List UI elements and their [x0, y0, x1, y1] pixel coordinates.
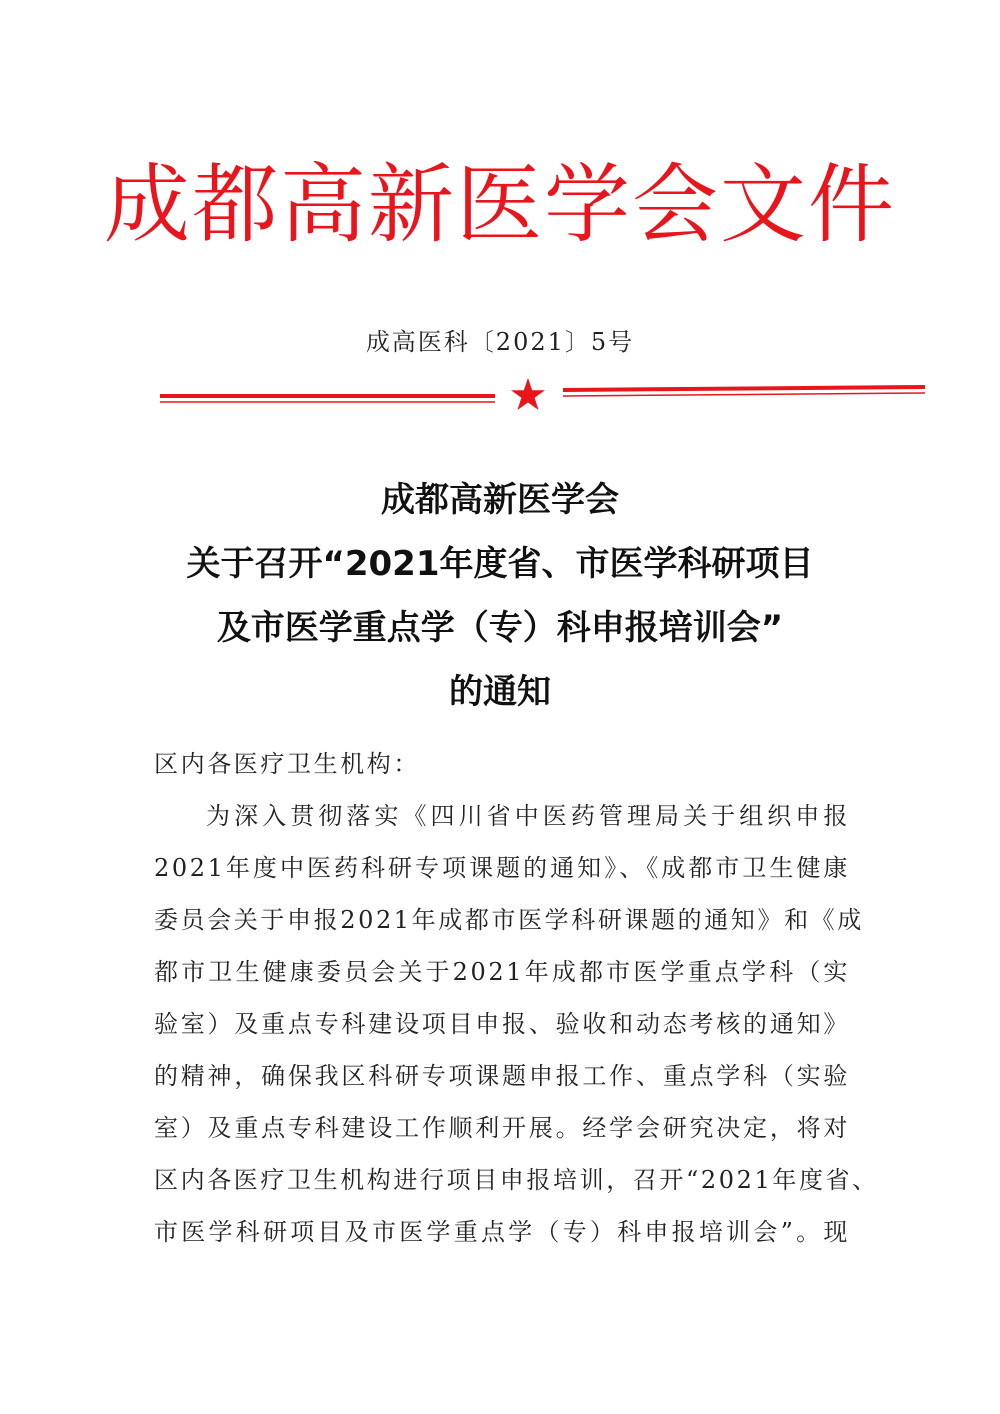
- right-thin-rule: [563, 393, 925, 396]
- notice-body: [154, 738, 879, 1258]
- body-line: 验室）及重点专科建设项目申报、验收和动态考核的通知》: [154, 1010, 850, 1038]
- title-line-1: 成都高新医学会: [381, 480, 619, 520]
- body-line: 为深入贯彻落实《四川省中医药管理局关于组织申报: [206, 802, 850, 830]
- masthead-title: 成都高新医学会文件: [104, 155, 896, 255]
- title-line-3: 及市医学重点学（专）科申报培训会”: [216, 608, 784, 648]
- title-line-4: 的通知: [449, 672, 551, 712]
- red-separator-rule: [160, 378, 925, 414]
- body-line: 2021年度中医药科研专项课题的通知》、《成都市卫生健康: [154, 854, 850, 882]
- right-thick-rule: [563, 387, 925, 390]
- star-icon: [511, 378, 545, 410]
- salutation: 区内各医疗卫生机构：: [154, 750, 420, 778]
- body-line: 委员会关于申报2021年成都市医学科研课题的通知》和《成: [154, 906, 864, 934]
- title-line-2: 关于召开“2021年度省、市医学科研项目: [186, 544, 814, 584]
- notice-title: [0, 468, 1000, 724]
- body-line: 市医学科研项目及市医学重点学（专）科申报培训会”。现: [154, 1218, 850, 1246]
- body-line: 的精神，确保我区科研专项课题申报工作、重点学科（实验: [154, 1062, 850, 1090]
- document-number: 成高医科〔2021〕5号: [365, 328, 635, 356]
- body-line: 区内各医疗卫生机构进行项目申报培训，召开“2021年度省、: [154, 1166, 879, 1194]
- body-line: 室）及重点专科建设工作顺利开展。经学会研究决定，将对: [154, 1114, 850, 1142]
- body-line: 都市卫生健康委员会关于2021年成都市医学重点学科（实: [154, 958, 850, 986]
